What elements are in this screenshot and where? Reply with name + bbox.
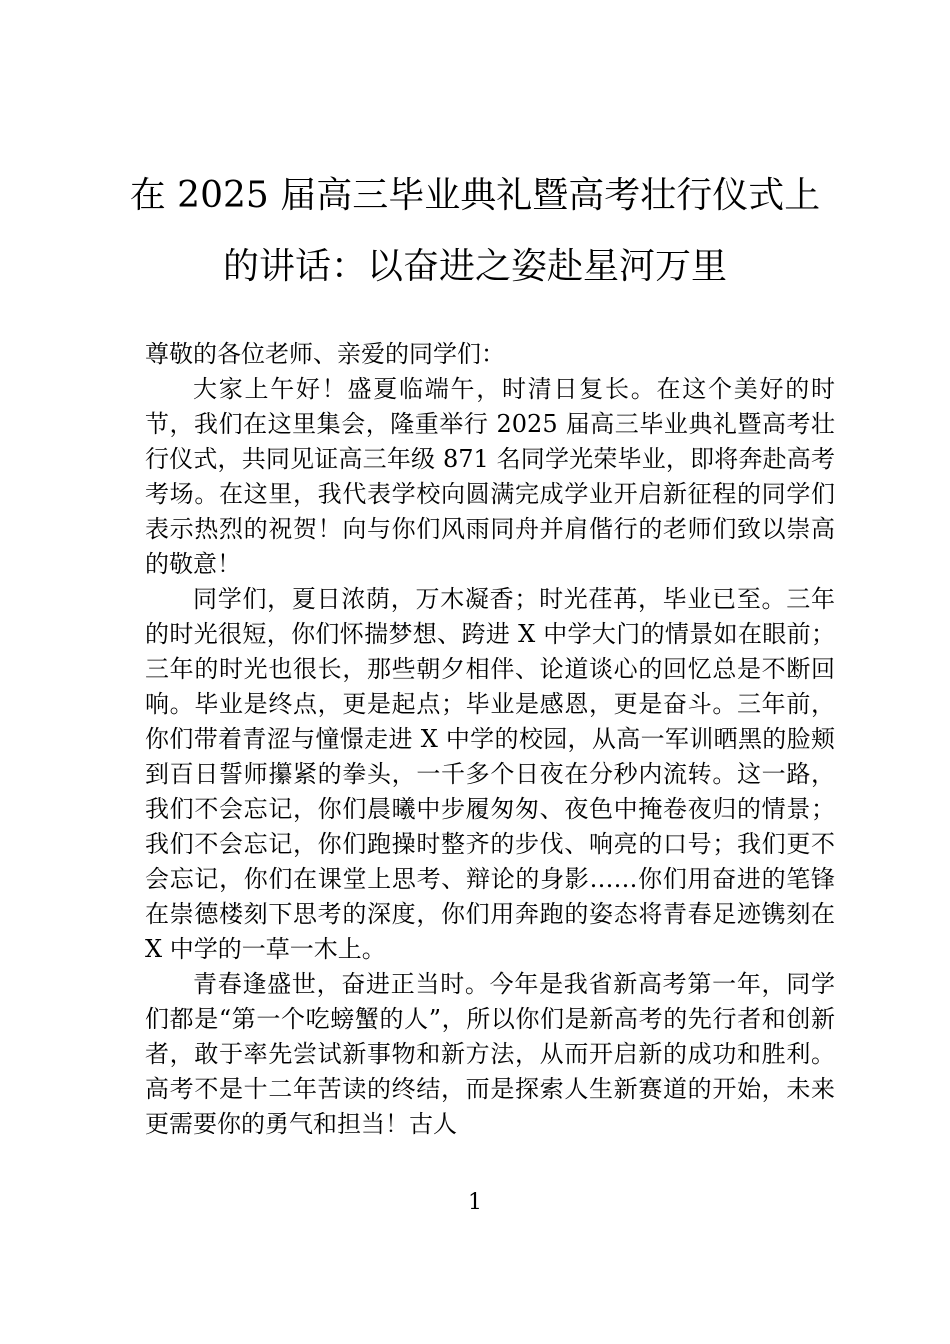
paragraph-2: 同学们，夏日浓荫，万木凝香；时光荏苒，毕业已至。三年的时光很短，你们怀揣梦想、跨进 X 中学大门的情景如在眼前；三年的时光也很长，那些朝夕相伴、论道谈心的回忆总是不断回响。毕业是终点，更是起点；毕业是感恩，更是奋斗。三年前，你们带着青涩与憧憬走进 X 中学的校园，从高一军训晒黑的脸颊到百日誓师攥紧的拳头，一千多个日夜在分秒内流转。这一路，我们不会忘记，你们晨曦中步履匆匆、夜色中掩卷夜归的情景；我们不会忘记，你们跑操时整齐的步伐、响亮的口号；我们更不会忘记，你们在课堂上思考、辩论的身影……你们用奋进的笔锋在崇德楼刻下思考的深度，你们用奔跑的姿态将青春足迹镌刻在 X 中学的一草一木上。 [145, 585, 835, 963]
salutation: 尊敬的各位老师、亲爱的同学们： [145, 340, 505, 368]
document-body [145, 337, 835, 1142]
document-title-line-2: 的讲话：以奋进之姿赴星河万里 [222, 246, 727, 287]
document-title-line-1: 在 2025 届高三毕业典礼暨高考壮行仪式上 [129, 175, 821, 216]
paragraph-3: 青春逢盛世，奋进正当时。今年是我省新高考第一年，同学们都是“第一个吃螃蟹的人”，所以你们是新高考的先行者和创新者，敢于率先尝试新事物和新方法，从而开启新的成功和胜利。高考不是十二年苦读的终结，而是探索人生新赛道的开始，未来更需要你的勇气和担当！古人 [145, 970, 835, 1138]
page-number: 1 [468, 1190, 482, 1215]
paragraph-1: 大家上午好！盛夏临端午，时清日复长。在这个美好的时节，我们在这里集会，隆重举行 2025 届高三毕业典礼暨高考壮行仪式，共同见证高三年级 871 名同学光荣毕业，即将奔赴高考考场。在这里，我代表学校向圆满完成学业开启新征程的同学们表示热烈的祝贺！向与你们风雨同舟并肩偕行的老师们致以崇高的敬意！ [145, 375, 835, 578]
